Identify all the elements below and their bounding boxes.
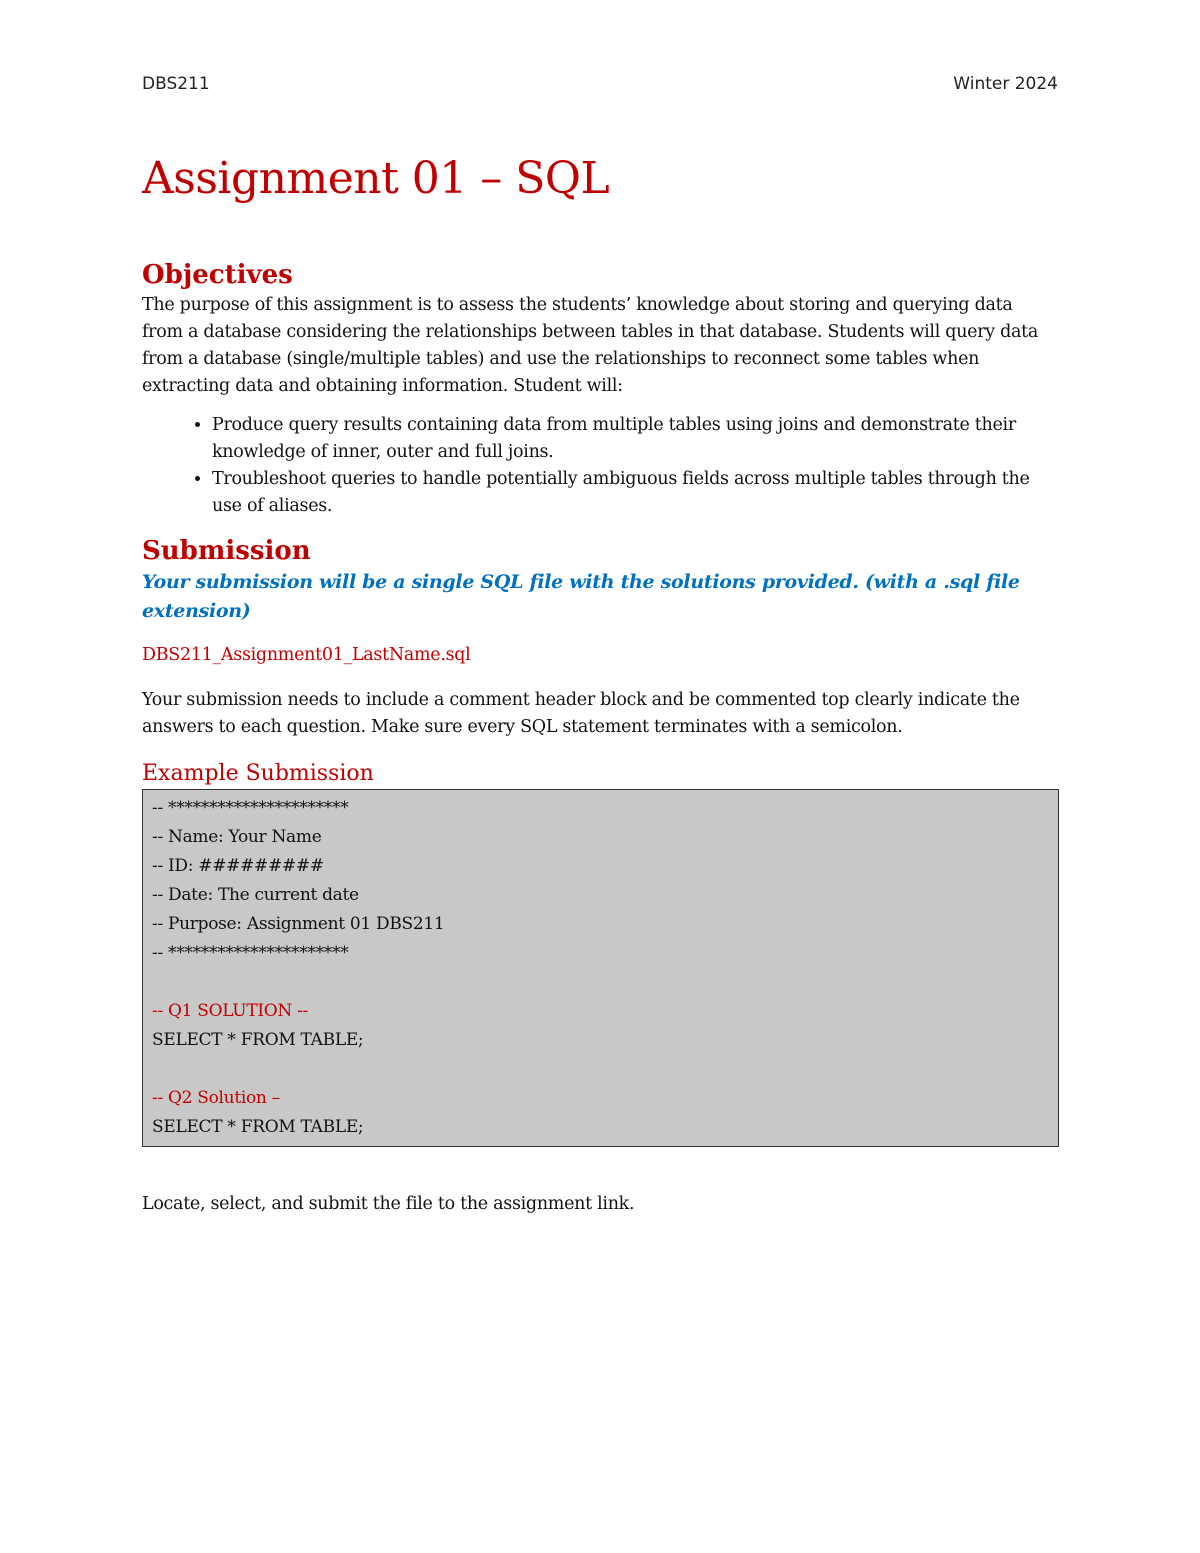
- list-item: • Troubleshoot queries to handle potentially ambiguous fields across multiple tables through the use of aliases.: [212, 466, 1058, 520]
- code-line: -- Purpose: Assignment 01 DBS211: [152, 914, 445, 934]
- header-course: DBS211: [142, 74, 210, 94]
- objectives-paragraph: The purpose of this assignment is to assess the students’ knowledge about storing and querying data from a database considering the relationships between tables in that database. Students will query data from a database (single/multiple tables) and use the relationships to reconnect some tables when extracting data and obtaining information. Student will:: [142, 295, 1039, 396]
- submission-heading: Submission: [142, 536, 311, 566]
- submission-instructions: Your submission needs to include a comment header block and be commented top clearly indicate the answers to each question. Make sure every SQL statement terminates with a semicolon.: [142, 690, 1020, 737]
- code-line: SELECT * FROM TABLE;: [152, 1030, 364, 1050]
- list-item: • Produce query results containing data from multiple tables using joins and demonstrate their knowledge of inner, outer and full joins.: [212, 412, 1058, 466]
- code-line: [152, 968, 1058, 997]
- code-line: -- Name: Your Name: [152, 827, 322, 847]
- code-line: -- **********************: [152, 798, 349, 818]
- objectives-list: [142, 412, 1058, 520]
- code-comment: -- Q1 SOLUTION --: [152, 1001, 308, 1021]
- code-comment: -- Q2 Solution –: [152, 1088, 280, 1108]
- code-line: -- ID: #########: [152, 856, 324, 876]
- closing-text: Locate, select, and submit the file to the assignment link.: [142, 1194, 635, 1214]
- code-line: -- Date: The current date: [152, 885, 359, 905]
- objectives-heading: Objectives: [142, 260, 293, 290]
- code-line: -- **********************: [152, 943, 349, 963]
- code-line: SELECT * FROM TABLE;: [152, 1117, 364, 1137]
- header-term: Winter 2024: [953, 74, 1058, 94]
- page-title: Assignment 01 – SQL: [142, 153, 610, 204]
- code-example-box: [142, 789, 1059, 1147]
- submission-filename: DBS211_Assignment01_LastName.sql: [142, 645, 471, 665]
- example-heading: Example Submission: [142, 761, 374, 786]
- code-line: [152, 1055, 1058, 1084]
- document-body: [142, 148, 1058, 1218]
- submission-note: Your submission will be a single SQL file with the solutions provided. (with a .sql file extension): [142, 571, 1020, 622]
